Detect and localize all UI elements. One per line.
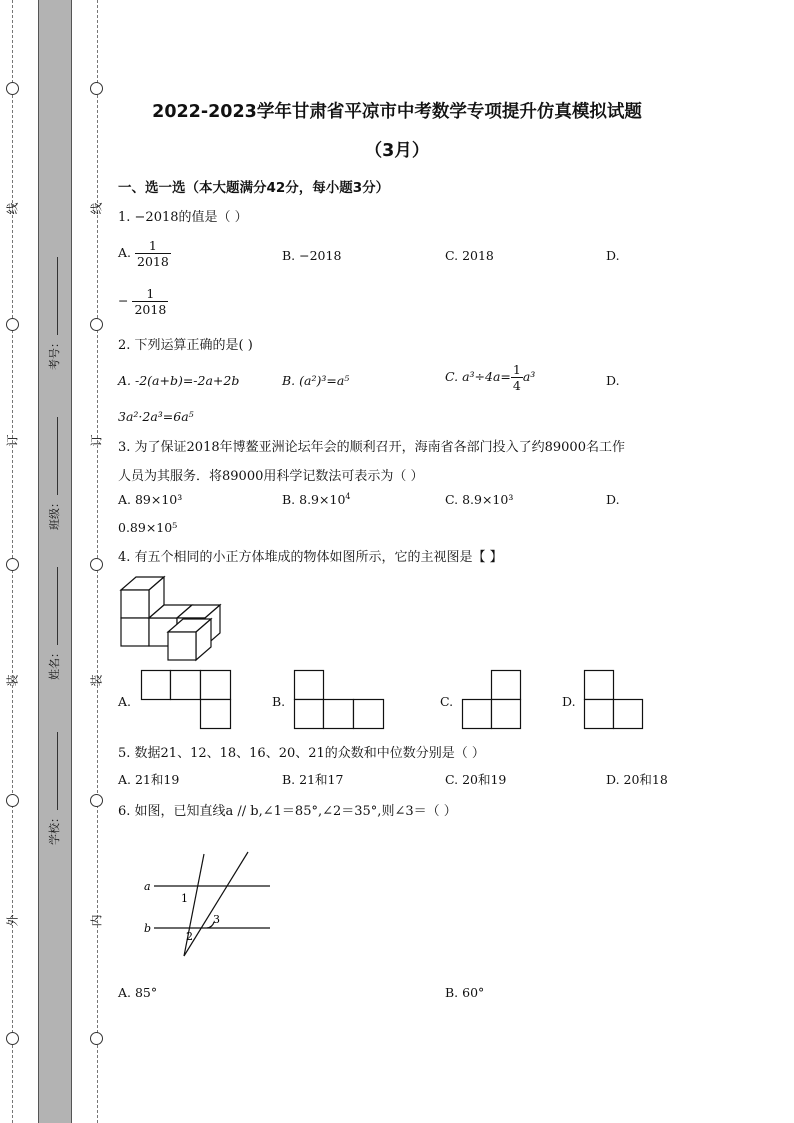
q4-option-d-label[interactable]: D. [562,694,576,709]
q4-option-a-figure[interactable] [141,670,231,729]
q6-option-b[interactable]: B. 60° [445,985,485,1000]
q3-option-d[interactable]: D. [606,492,620,507]
q2-option-c[interactable] [445,362,535,393]
q1-a-num: 1 [148,238,157,253]
q1-a-label: A. [118,245,132,260]
parallel-lines-figure [140,850,280,960]
question-2-stem: 2. 下列运算正确的是( ) [118,338,253,353]
q2-c-num: 1 [512,362,521,377]
q1-option-d-value [118,286,168,317]
q5-option-d[interactable]: D. 20和18 [606,772,668,787]
binding-strip [38,0,72,1123]
binding-hole [90,318,103,331]
class-field[interactable]: 班级： [46,417,62,530]
binding-hole [90,794,103,807]
inner-char-zhuang: 装 [89,674,104,687]
q1-option-a[interactable] [118,238,171,269]
name-field[interactable]: 姓名： [46,567,62,680]
exam-subtitle: （3月） [364,141,430,161]
q1-option-b[interactable]: B. −2018 [282,248,342,263]
q3-b-exp: 4 [345,492,351,501]
q4-option-b-figure[interactable] [294,670,384,729]
outer-char-ding: 订 [5,434,20,447]
inner-char-nei: 内 [89,914,104,927]
question-5-stem: 5. 数据21、12、18、16、20、21的众数和中位数分别是（ ） [118,746,485,761]
binding-hole [90,558,103,571]
label-b: b [144,922,152,935]
binding-hole [6,1032,19,1045]
question-3-stem-line2: 人员为其服务．将89000用科学记数法可表示为（ ） [118,469,424,484]
q3-option-d-value: 0.89×10⁵ [118,520,178,535]
q4-option-c-figure[interactable] [462,670,522,729]
q2-c-den: 4 [512,378,521,393]
q1-d-den: 2018 [134,302,167,317]
exam-title: 2022-2023学年甘肃省平凉市中考数学专项提升仿真模拟试题 [152,102,642,122]
q1-option-d[interactable]: D. [606,248,620,263]
binding-hole [90,82,103,95]
question-4-stem: 4. 有五个相同的小正方体堆成的物体如图所示，它的主视图是【 】 [118,550,503,565]
q4-option-a-label[interactable]: A. [118,694,132,709]
section-heading: 一、选一选（本大题满分42分，每小题3分） [118,180,390,196]
q5-option-c[interactable]: C. 20和19 [445,772,507,787]
q2-option-b[interactable]: B. (a²)³=a⁵ [282,373,350,388]
outer-char-xian: 线 [5,202,20,215]
q2-option-d-value: 3a²·2a³=6a⁵ [118,409,194,424]
exam-number-field[interactable]: 考号： [46,257,62,370]
label-angle-1: 1 [181,892,188,905]
q1-a-den: 2018 [137,254,169,269]
q2-c-tail: a³ [522,369,536,384]
label-angle-3: 3 [213,913,220,926]
q1-option-c[interactable]: C. 2018 [445,248,494,263]
inner-char-ding: 订 [89,434,104,447]
question-1-stem: 1. −2018的值是（ ） [118,210,248,225]
school-field[interactable]: 学校： [46,732,62,845]
binding-hole [6,82,19,95]
q4-option-b-label[interactable]: B. [272,694,286,709]
q3-b-base: B. 8.9×10 [282,492,346,508]
q4-option-c-label[interactable]: C. [440,694,454,709]
binding-hole [6,318,19,331]
binding-hole [6,558,19,571]
question-6-stem: 6. 如图，已知直线a // b,∠1＝85°,∠2＝35°,则∠3＝（ ） [118,804,457,819]
cube-stack-figure [118,572,228,664]
q4-option-d-figure[interactable] [584,670,644,729]
q3-option-b[interactable] [282,492,351,507]
q3-option-c[interactable]: C. 8.9×10³ [445,492,514,507]
q5-option-b[interactable]: B. 21和17 [282,772,344,787]
label-angle-2: 2 [186,930,193,943]
outer-char-zhuang: 装 [5,674,20,687]
label-a: a [144,880,151,893]
q2-option-d[interactable]: D. [606,373,620,388]
question-3-stem-line1: 3. 为了保证2018年博鳌亚洲论坛年会的顺利召开，海南省各部门投入了约89000名工作 [118,440,625,455]
q6-option-a[interactable]: A. 85° [118,985,158,1000]
q3-option-a[interactable]: A. 89×10³ [118,492,183,507]
outer-char-wai: 外 [5,914,20,927]
q5-option-a[interactable]: A. 21和19 [118,772,180,787]
binding-hole [90,1032,103,1045]
inner-char-xian: 线 [89,202,104,215]
q2-option-a[interactable]: A. -2(a+b)=-2a+2b [118,373,240,388]
q1-d-num: 1 [146,286,155,301]
q2-c-label: C. a³÷4a= [445,369,511,384]
q1-d-sign: − [118,293,129,308]
binding-hole [6,794,19,807]
